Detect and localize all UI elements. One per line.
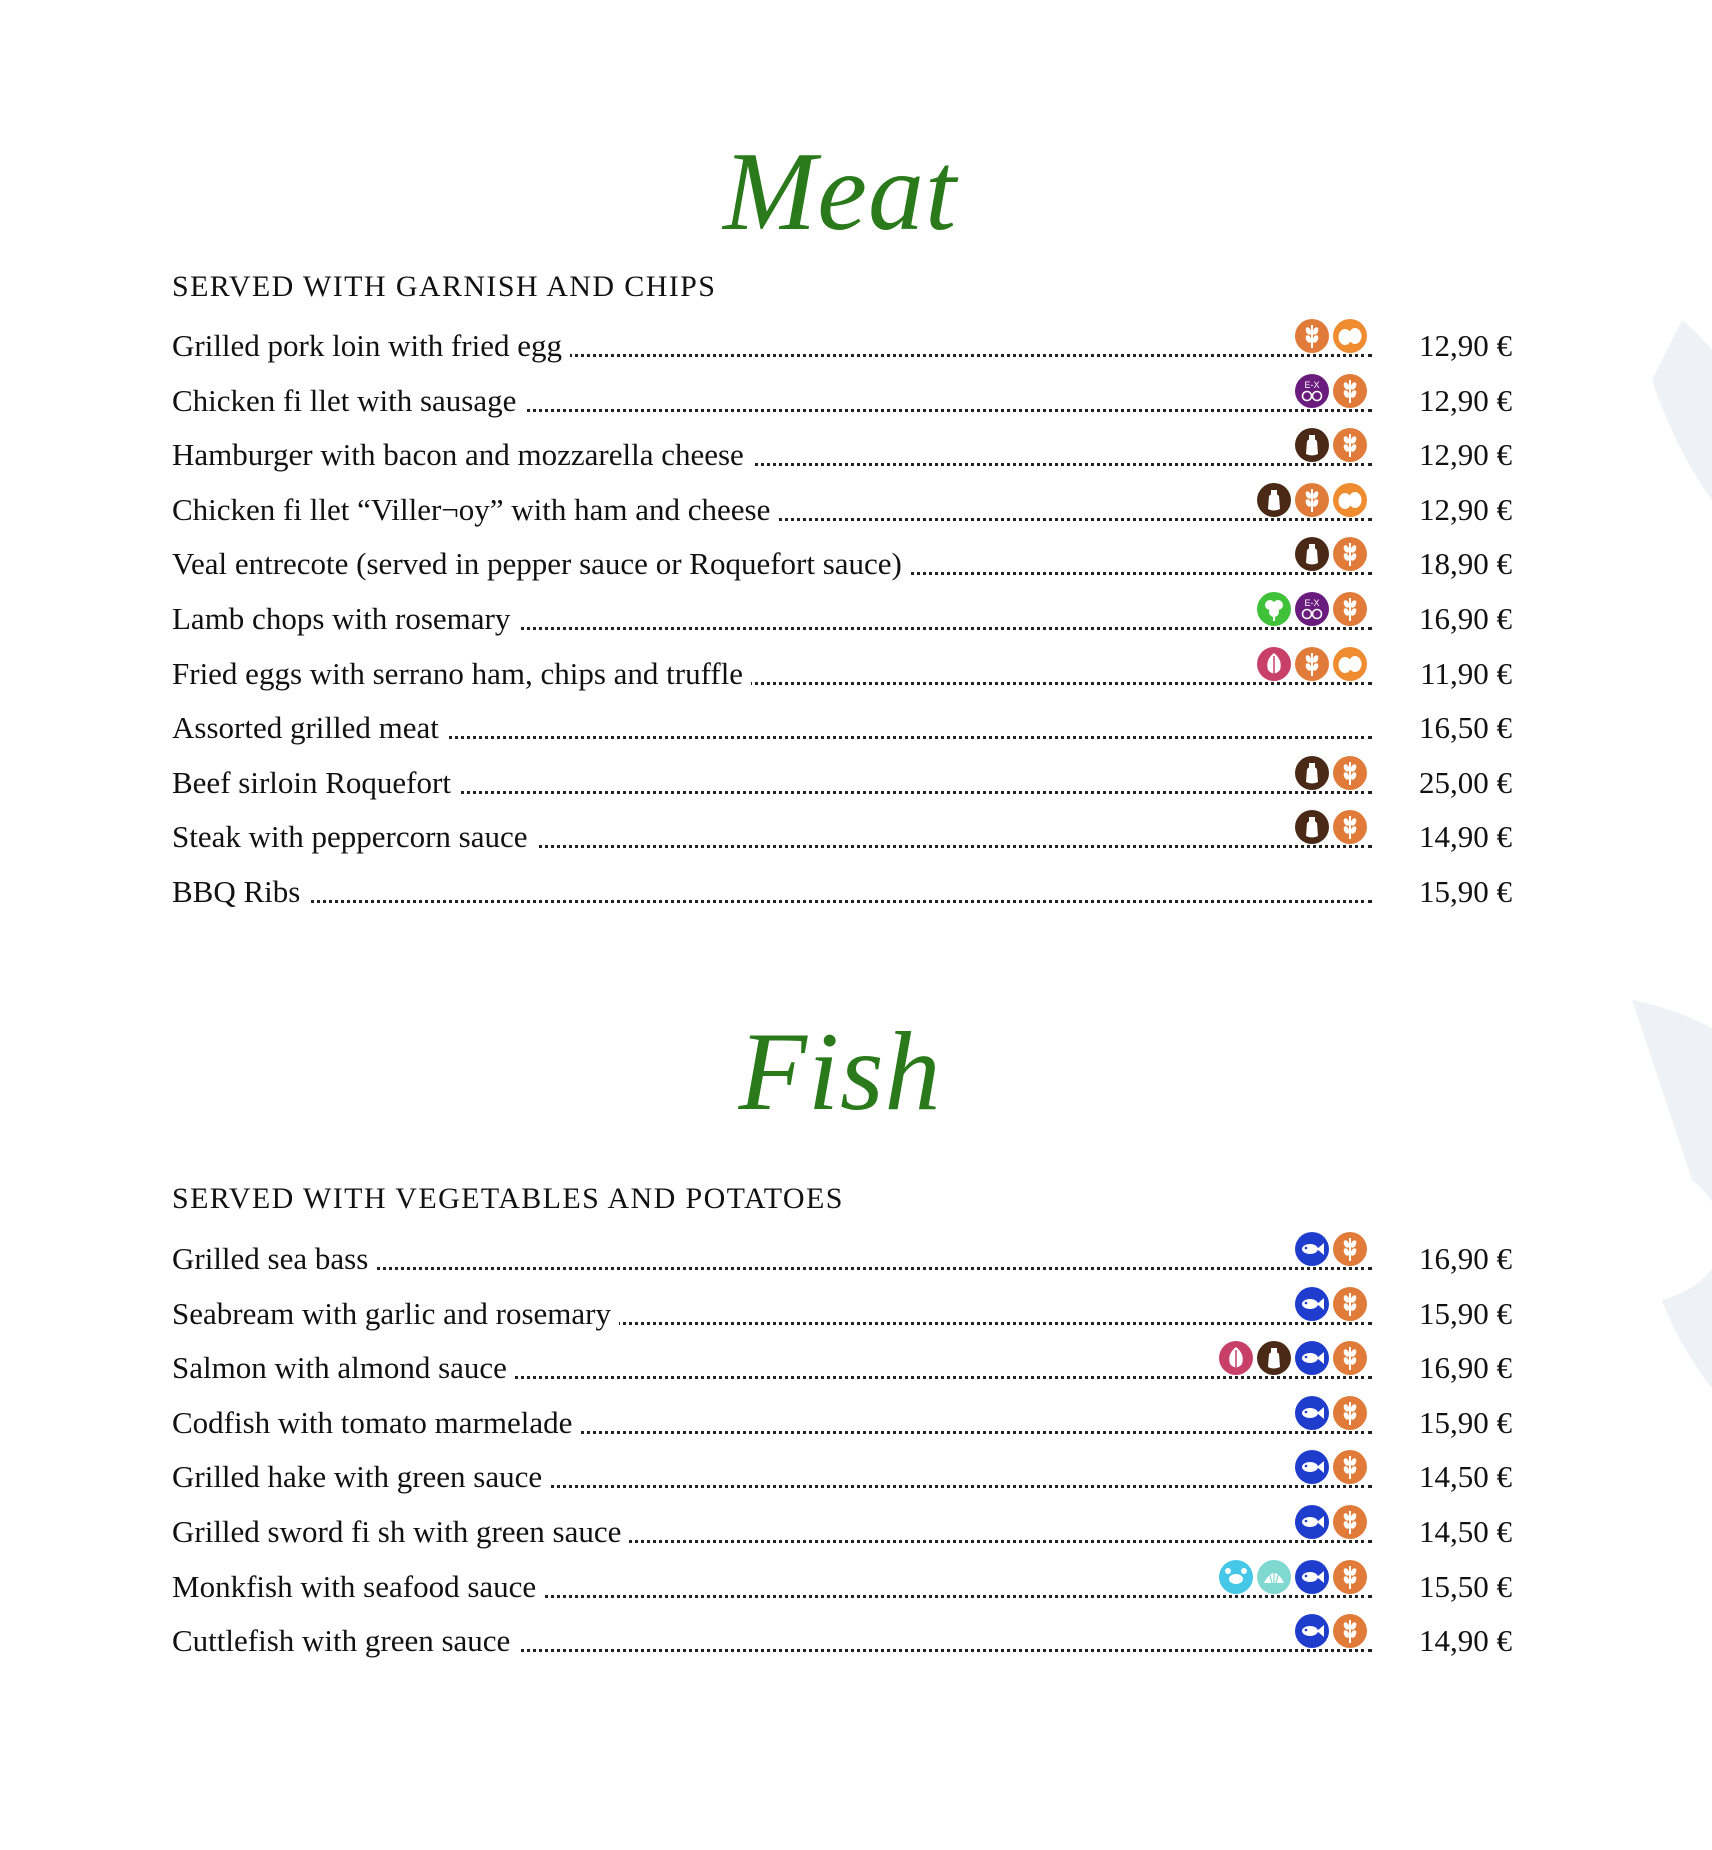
menu-item-name: BBQ Ribs [172, 874, 308, 910]
menu-item [172, 866, 1512, 921]
meat-subheading: SERVED WITH GARNISH AND CHIPS [172, 270, 717, 303]
menu-item-name: Cuttlefish with green sauce [172, 1623, 518, 1659]
gluten-icon [1332, 1613, 1368, 1649]
gluten-icon [1332, 1286, 1368, 1322]
menu-item-price: 16,50 € [1419, 710, 1512, 746]
fish-icon [1294, 1613, 1330, 1649]
fish-icon [1294, 1559, 1330, 1595]
menu-item [172, 320, 1512, 375]
menu-item [172, 1561, 1512, 1616]
menu-item [172, 757, 1512, 812]
mustard-icon [1256, 1340, 1292, 1376]
mollusc-icon [1256, 1559, 1292, 1595]
allergen-icons [1294, 1449, 1368, 1487]
allergen-icons [1218, 1559, 1368, 1597]
allergen-icons [1218, 1340, 1368, 1378]
menu-item-name: Codfish with tomato marmelade [172, 1405, 580, 1441]
gluten-icon [1332, 1231, 1368, 1267]
gluten-icon [1294, 318, 1330, 354]
menu-item-price: 15,90 € [1419, 1295, 1512, 1331]
allergen-icons [1294, 1395, 1368, 1433]
allergen-icons [1294, 1504, 1368, 1542]
fish-icon [1294, 1340, 1330, 1376]
menu-item [172, 648, 1512, 703]
menu-item-price: 11,90 € [1420, 655, 1512, 691]
allergen-icons [1294, 318, 1368, 356]
fish-section-title: Fish [738, 1010, 942, 1134]
menu-item-name: Lamb chops with rosemary [172, 601, 518, 637]
gluten-icon [1332, 1504, 1368, 1540]
meat-section-title: Meat [722, 130, 958, 254]
menu-item [172, 1451, 1512, 1506]
mustard-icon [1294, 427, 1330, 463]
gluten-icon [1294, 646, 1330, 682]
egg-icon [1332, 482, 1368, 518]
egg-icon [1332, 646, 1368, 682]
menu-item-price: 16,90 € [1419, 600, 1512, 636]
menu-item-price: 14,90 € [1419, 819, 1512, 855]
menu-item [172, 1233, 1512, 1288]
menu-item [172, 375, 1512, 430]
menu-item-price: 12,90 € [1419, 437, 1512, 473]
menu-item [172, 484, 1512, 539]
nuts-icon [1218, 1340, 1254, 1376]
allergen-icons [1294, 1613, 1368, 1651]
menu-item-name: Grilled pork loin with fried egg [172, 328, 570, 364]
gluten-icon [1294, 482, 1330, 518]
menu-item-name: Steak with peppercorn sauce [172, 819, 536, 855]
fish-subheading: SERVED WITH VEGETABLES AND POTATOES [172, 1182, 844, 1215]
menu-item-price: 12,90 € [1419, 382, 1512, 418]
menu-item [172, 811, 1512, 866]
menu-item [172, 1615, 1512, 1670]
menu-item-price: 12,90 € [1419, 491, 1512, 527]
allergen-icons [1294, 809, 1368, 847]
gluten-icon [1332, 1340, 1368, 1376]
fish-icon [1294, 1449, 1330, 1485]
menu-item-name: Salmon with almond sauce [172, 1350, 515, 1386]
allergen-icons [1256, 646, 1368, 684]
menu-item-name: Seabream with garlic and rosemary [172, 1296, 619, 1332]
gluten-icon [1332, 373, 1368, 409]
menu-item-name: Veal entrecote (served in pepper sauce or Roquefort sauce) [172, 546, 910, 582]
menu-item-price: 14,50 € [1419, 1513, 1512, 1549]
menu-item [172, 538, 1512, 593]
allergen-icons [1294, 755, 1368, 793]
mustard-icon [1294, 809, 1330, 845]
menu-item-name: Chicken fi llet “Viller¬oy” with ham and cheese [172, 492, 778, 528]
mustard-icon [1294, 536, 1330, 572]
allergen-icons [1294, 1286, 1368, 1324]
menu-item-price: 14,50 € [1419, 1459, 1512, 1495]
allergen-icons [1294, 536, 1368, 574]
menu-item [172, 593, 1512, 648]
menu-item-name: Grilled sea bass [172, 1241, 376, 1277]
gluten-icon [1332, 1559, 1368, 1595]
fish-icon [1294, 1231, 1330, 1267]
meat-menu-list [172, 320, 1512, 921]
menu-item-name: Chicken fi llet with sausage [172, 383, 524, 419]
menu-item-price: 12,90 € [1419, 328, 1512, 363]
fish-menu-list [172, 1233, 1512, 1670]
allergen-icons [1294, 1231, 1368, 1269]
svg-text:E-X: E-X [1304, 379, 1320, 390]
menu-item-price: 14,90 € [1419, 1623, 1512, 1659]
fish-icon [1294, 1286, 1330, 1322]
gluten-icon [1332, 536, 1368, 572]
egg-icon [1332, 318, 1368, 354]
dotted-leader [172, 900, 1372, 903]
menu-item-name: Monkfish with seafood sauce [172, 1569, 544, 1605]
sulphites-icon [1294, 373, 1330, 409]
menu-item-name: Beef sirloin Roquefort [172, 765, 459, 801]
menu-item [172, 1506, 1512, 1561]
menu-item-price: 18,90 € [1419, 546, 1512, 582]
gluten-icon [1332, 755, 1368, 791]
mustard-icon [1256, 482, 1292, 518]
menu-item-price: 15,50 € [1419, 1568, 1512, 1604]
svg-text:E-X: E-X [1304, 597, 1320, 608]
allergen-icons [1256, 482, 1368, 520]
celery-icon [1256, 591, 1292, 627]
menu-item-name: Assorted grilled meat [172, 710, 447, 746]
gluten-icon [1332, 1449, 1368, 1485]
menu-item-name: Fried eggs with serrano ham, chips and truffle [172, 656, 751, 692]
gluten-icon [1332, 1395, 1368, 1431]
menu-item [172, 1342, 1512, 1397]
menu-item-name: Grilled sword fi sh with green sauce [172, 1514, 629, 1550]
menu-item [172, 702, 1512, 757]
menu-item [172, 1288, 1512, 1343]
fish-icon [1294, 1504, 1330, 1540]
nuts-icon [1256, 646, 1292, 682]
menu-item-name: Hamburger with bacon and mozzarella cheese [172, 437, 752, 473]
menu-item-price: 15,90 € [1419, 873, 1512, 909]
menu-item-name: Grilled hake with green sauce [172, 1459, 550, 1495]
gluten-icon [1332, 809, 1368, 845]
menu-item [172, 1397, 1512, 1452]
gluten-icon [1332, 427, 1368, 463]
menu-item-price: 15,90 € [1419, 1404, 1512, 1440]
menu-item-price: 16,90 € [1419, 1350, 1512, 1386]
mustard-icon [1294, 755, 1330, 791]
allergen-icons [1256, 591, 1368, 629]
menu-item-price: 25,00 € [1419, 764, 1512, 800]
crustacean-icon [1218, 1559, 1254, 1595]
fish-icon [1294, 1395, 1330, 1431]
allergen-icons [1294, 427, 1368, 465]
allergen-icons [1294, 373, 1368, 411]
menu-item [172, 429, 1512, 484]
sulphites-icon [1294, 591, 1330, 627]
gluten-icon [1332, 591, 1368, 627]
menu-item-price: 16,90 € [1419, 1241, 1512, 1276]
